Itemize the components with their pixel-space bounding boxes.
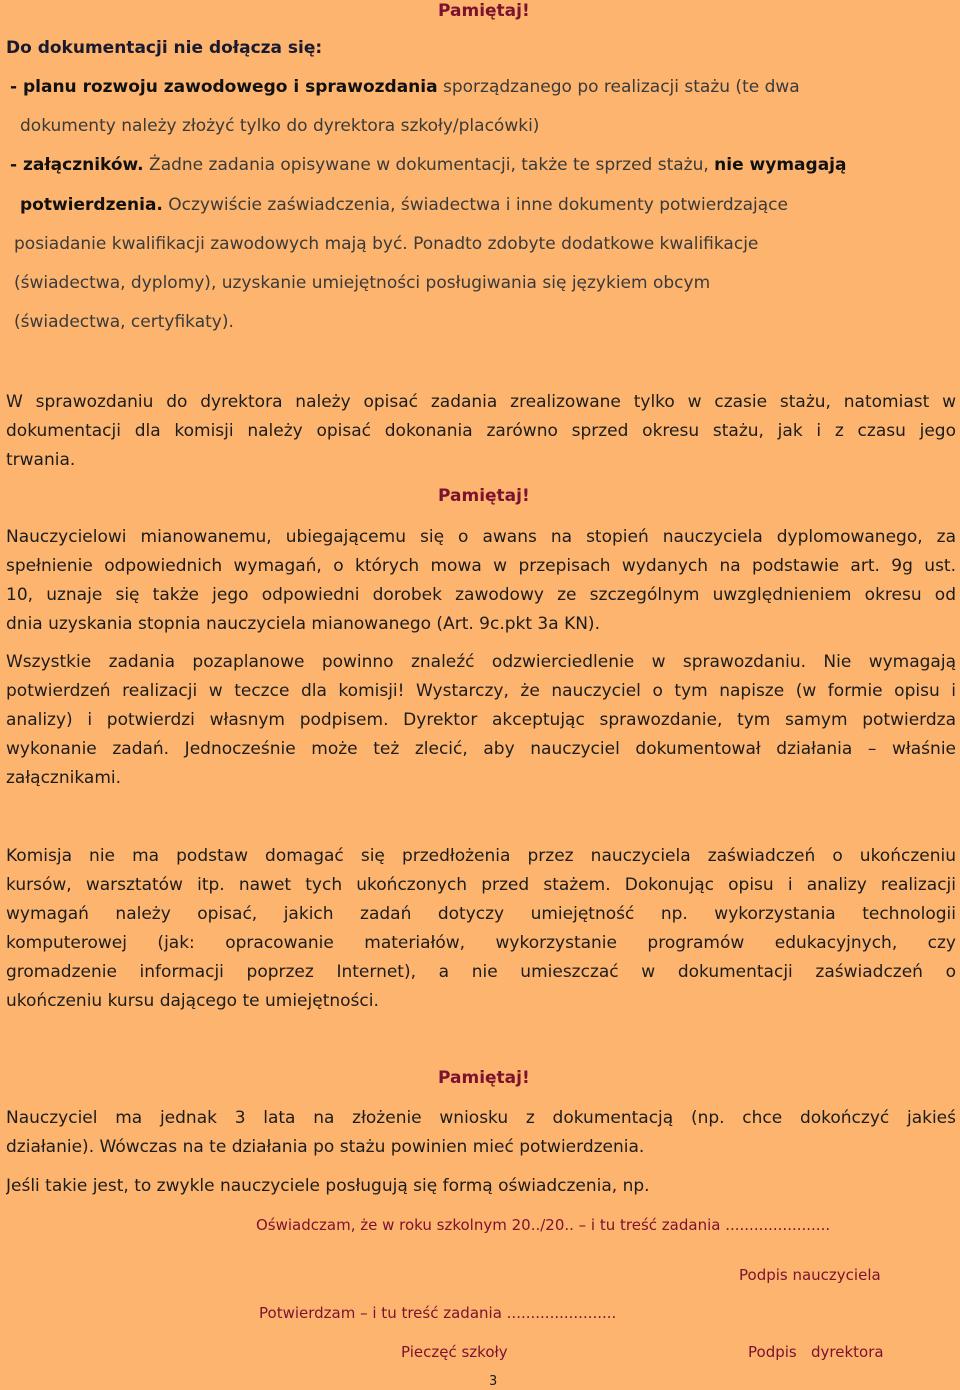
teacher-signature-label: Podpis nauczyciela <box>739 1266 881 1284</box>
list-item-attachments-line2-bold: potwierdzenia. <box>20 195 163 215</box>
director-signature-label: Podpis dyrektora <box>748 1343 884 1361</box>
school-stamp-label: Pieczęć szkoły <box>401 1343 508 1361</box>
paragraph-line: gromadzenie informacji poprzez Internet), a nie umieszczać w dokumentacji zaświadczeń o <box>6 962 956 982</box>
list-item-attachments-line4: (świadectwa, dyplomy), uzyskanie umiejętności posługiwania się językiem obcym <box>14 273 711 293</box>
paragraph-report-vs-documentation <box>6 388 956 475</box>
list-item-attachments-rest: Żadne zadania opisywane w dokumentacji, także te sprzed stażu, <box>143 155 715 175</box>
list-item-plan <box>10 77 800 97</box>
paragraph-line: Jeśli takie jest, to zwykle nauczyciele posługują się formą oświadczenia, np. <box>6 1176 650 1196</box>
paragraph-line: wykonanie zadań. Jednocześnie może też zlecić, aby nauczyciel dokumentował działania – właśnie <box>6 739 956 759</box>
paragraph-line: załącznikami. <box>6 768 122 788</box>
paragraph-line: spełnienie odpowiednich wymagań, o których mowa w przepisach wydanych na podstawie art. 9g ust. <box>6 556 956 576</box>
list-item-attachments <box>10 155 846 175</box>
paragraph-line: 10, uznaje się także jego odpowiedni dorobek zawodowy ze szczególnym uwzględnieniem okresu od <box>6 585 956 605</box>
list-item-attachments-line3: posiadanie kwalifikacji zawodowych mają być. Ponadto zdobyte dodatkowe kwalifikacje <box>14 234 759 254</box>
list-item-attachments-line5: (świadectwa, certyfikaty). <box>14 312 234 332</box>
paragraph-line: dnia uzyskania stopnia nauczyciela mianowanego (Art. 9c.pkt 3a KN). <box>6 614 600 634</box>
list-item-attachments-bold2: nie wymagają <box>714 155 847 175</box>
remember-label-2: Pamiętaj! <box>438 486 530 506</box>
paragraph-unplanned-tasks <box>6 648 956 793</box>
list-item-plan-rest: sporządzanego po realizacji stażu (te dwa <box>437 77 800 97</box>
list-item-plan-line2: dokumenty należy złożyć tylko do dyrektora szkoły/placówki) <box>20 116 540 136</box>
paragraph-line: komputerowej (jak: opracowanie materiałów, wykorzystanie programów edukacyjnych, czy <box>6 933 956 953</box>
paragraph-line: kursów, warsztatów itp. nawet tych ukończonych przed stażem. Dokonując opisu i analizy realizacji <box>6 875 956 895</box>
paragraph-line: Komisja nie ma podstaw domagać się przedłożenia przez nauczyciela zaświadczeń o ukończeniu <box>6 846 956 866</box>
remember-label-3: Pamiętaj! <box>438 1068 530 1088</box>
statement-template: Oświadczam, że w roku szkolnym 20../20.. – i tu treść zadania ...................... <box>256 1216 831 1234</box>
paragraph-appointed-teacher <box>6 523 956 639</box>
paragraph-line: W sprawozdaniu do dyrektora należy opisać zadania zrealizowane tylko w czasie stażu, natomiast w <box>6 392 956 412</box>
paragraph-line: Wszystkie zadania pozaplanowe powinno znaleźć odzwierciedlenie w sprawozdaniu. Nie wymagają <box>6 652 956 672</box>
paragraph-line: analizy) i potwierdzi własnym podpisem. Dyrektor akceptując sprawozdanie, tym samym potwierdza <box>6 710 956 730</box>
paragraph-line: potwierdzeń realizacji w teczce dla komisji! Wystarczy, że nauczyciel o tym napisze (w formie opisu i <box>6 681 956 701</box>
list-item-plan-bold: - planu rozwoju zawodowego i sprawozdania <box>10 77 438 97</box>
paragraph-statement-intro <box>6 1172 956 1201</box>
list-item-attachments-line2 <box>20 195 788 215</box>
paragraph-line: dokumentacji dla komisji należy opisać dokonania zarówno sprzed okresu stażu, jak i z czasu jego <box>6 421 956 441</box>
paragraph-line: Nauczyciel ma jednak 3 lata na złożenie wniosku z dokumentacją (np. chce dokończyć jakieś <box>6 1108 956 1128</box>
list-item-attachments-line2-rest: Oczywiście zaświadczenia, świadectwa i inne dokumenty potwierdzające <box>162 195 788 215</box>
paragraph-three-years <box>6 1104 956 1162</box>
paragraph-line: ukończeniu kursu dającego te umiejętności. <box>6 991 379 1011</box>
paragraph-line: Nauczycielowi mianowanemu, ubiegającemu się o awans na stopień nauczyciela dyplomowanego, za <box>6 527 956 547</box>
paragraph-line: działanie). Wówczas na te działania po stażu powinien mieć potwierdzenia. <box>6 1137 645 1157</box>
confirmation-template: Potwierdzam – i tu treść zadania ....................... <box>259 1304 617 1322</box>
paragraph-line: wymagań należy opisać, jakich zadań dotyczy umiejętność np. wykorzystania technologii <box>6 904 956 924</box>
paragraph-commission <box>6 842 956 1016</box>
attachments-heading: Do dokumentacji nie dołącza się: <box>6 38 323 58</box>
remember-label-1: Pamiętaj! <box>438 1 530 21</box>
list-item-attachments-bold: - załączników. <box>10 155 144 175</box>
page-number: 3 <box>489 1374 498 1389</box>
paragraph-line: trwania. <box>6 450 76 470</box>
